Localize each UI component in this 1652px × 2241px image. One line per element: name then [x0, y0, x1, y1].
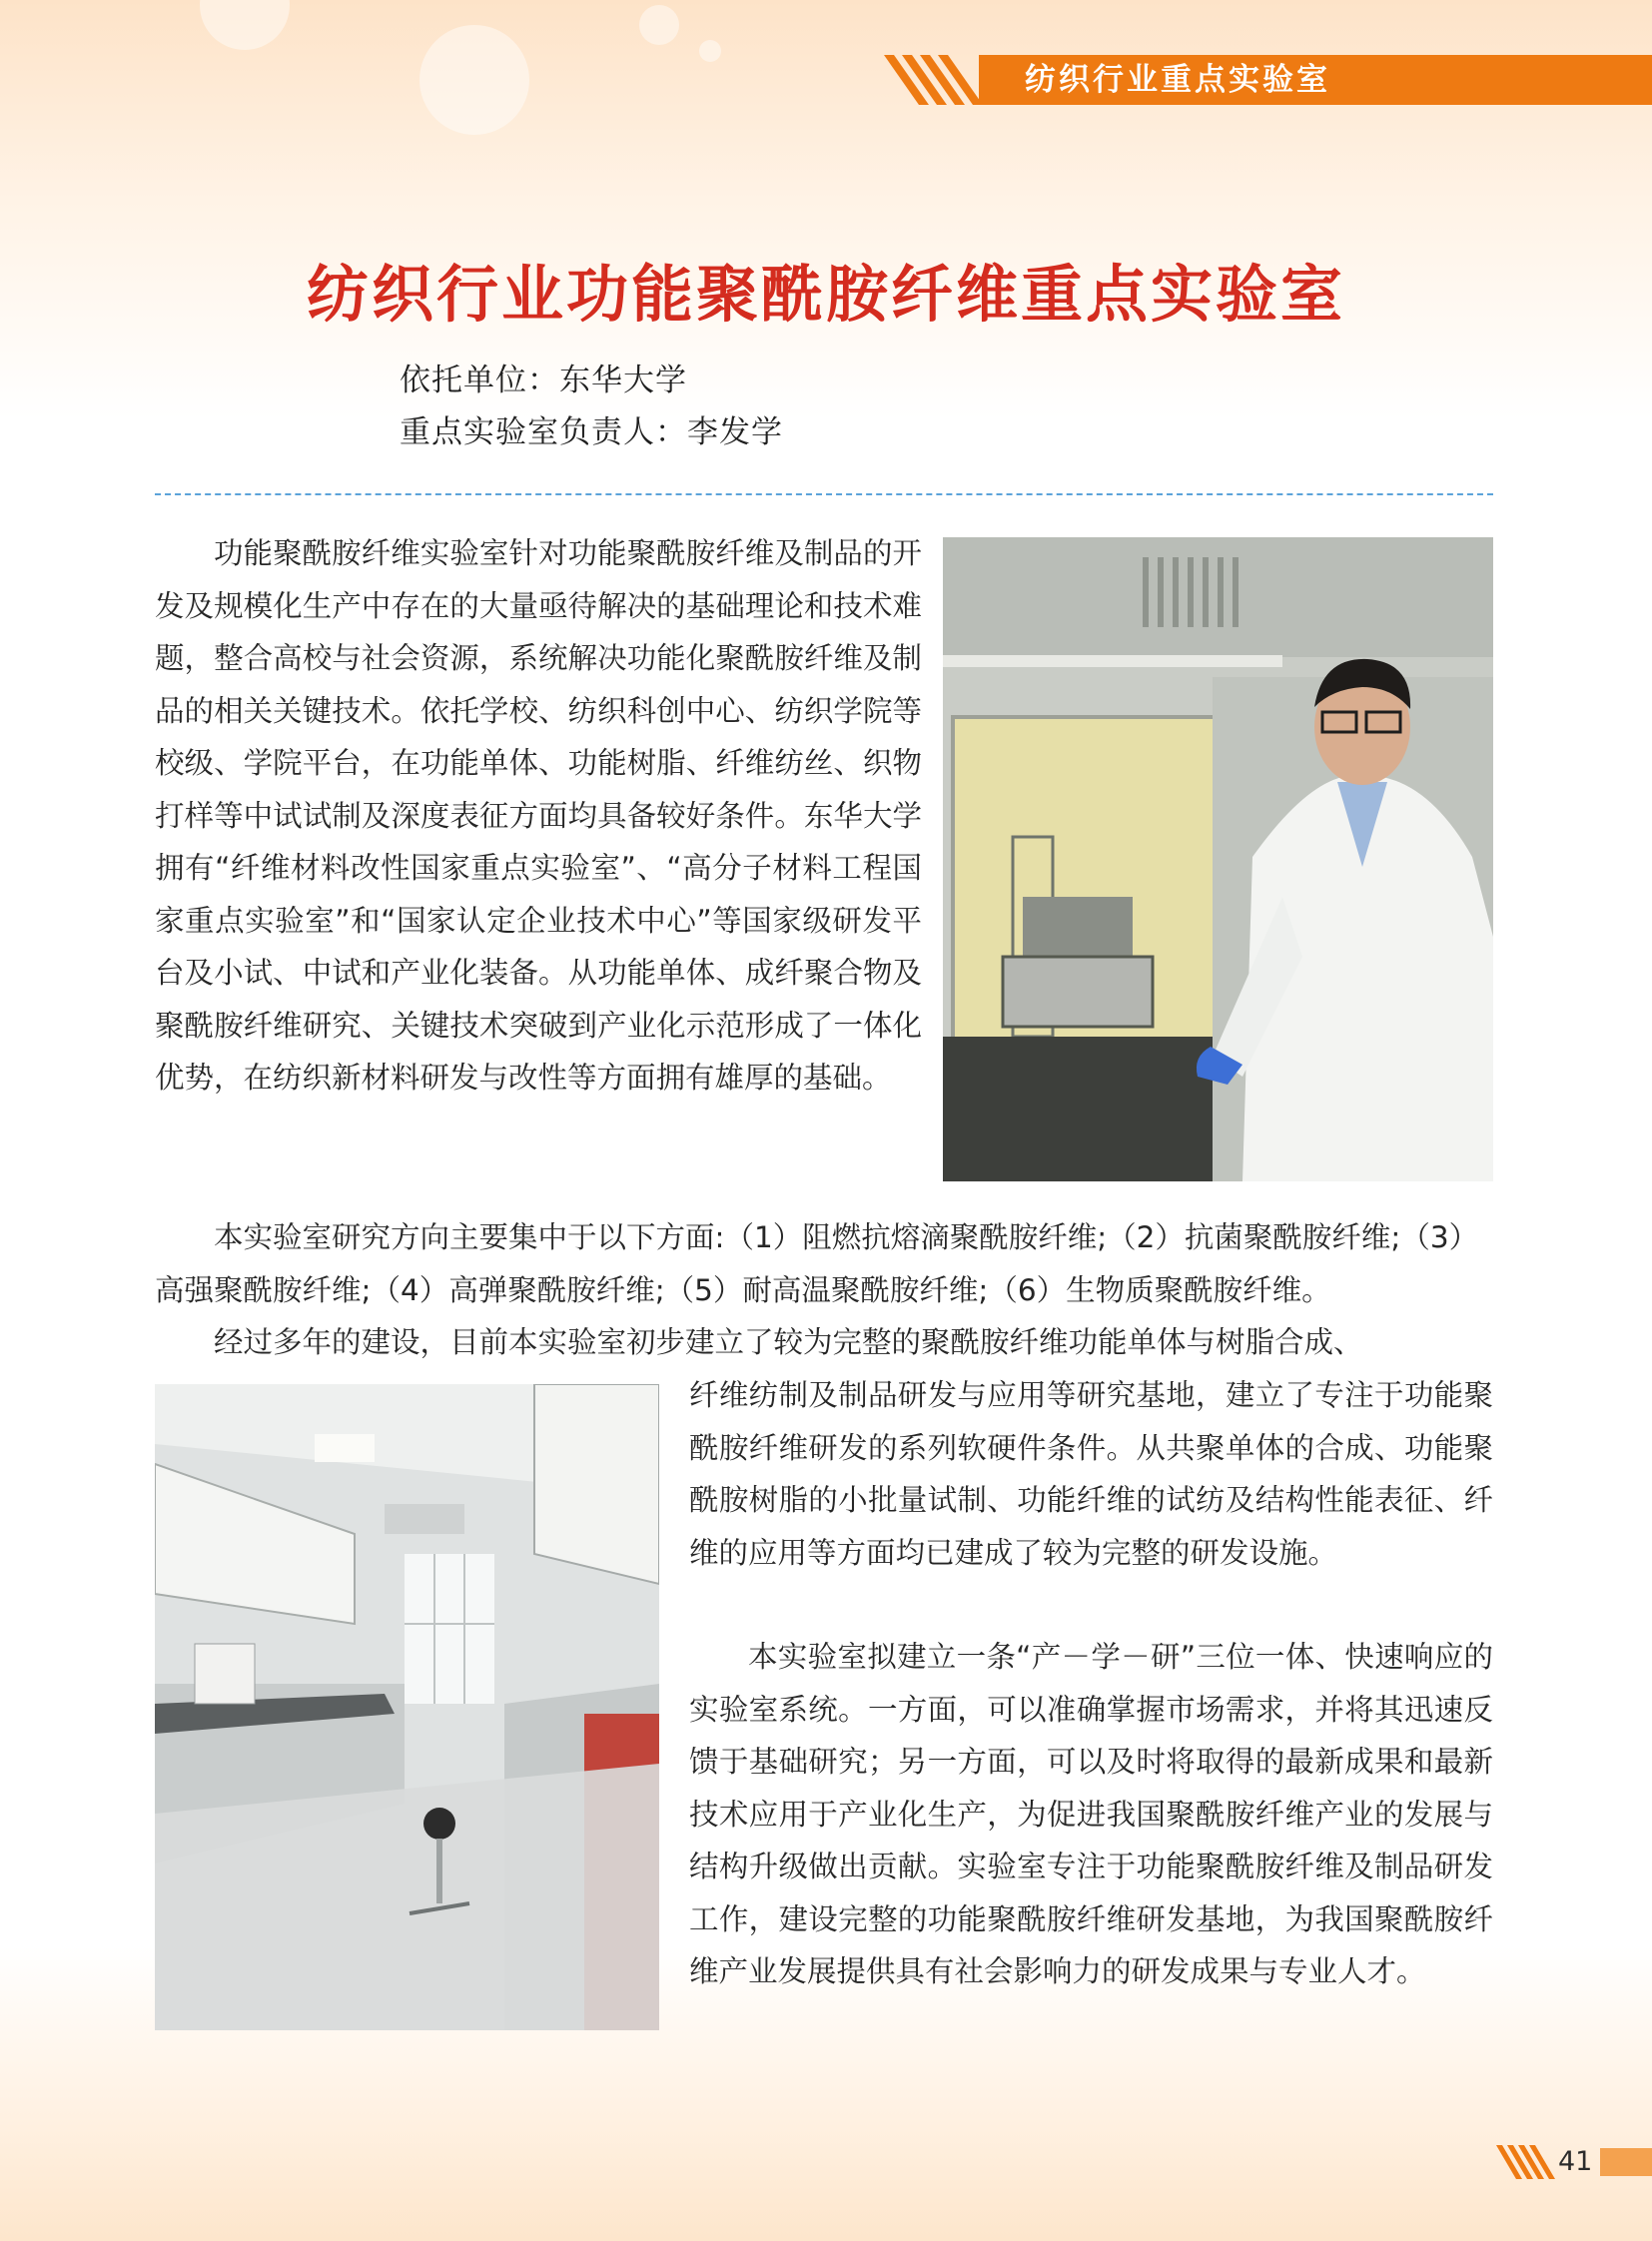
bokeh-decoration: [639, 5, 679, 45]
paragraph-text: 本实验室研究方向主要集中于以下方面:（1）阻燃抗熔滴聚酰胺纤维;（2）抗菌聚酰胺纤维;（3）高强聚酰胺纤维;（4）高弹聚酰胺纤维;（5）耐高温聚酰胺纤维;（6）生物质聚酰胺纤维。: [155, 1220, 1479, 1307]
page-title: 纺织行业功能聚酰胺纤维重点实验室: [306, 258, 1345, 331]
construction-paragraph-body: [689, 1369, 1493, 1579]
intro-paragraph: [155, 527, 922, 1105]
stripes-icon: [1496, 2145, 1556, 2179]
bokeh-decoration: [200, 0, 290, 50]
construction-paragraph-lead: [155, 1316, 1493, 1369]
paragraph-text: 经过多年的建设，目前本实验室初步建立了较为完整的聚酰胺纤维功能单体与树脂合成、: [214, 1325, 1363, 1359]
research-directions-paragraph: [155, 1211, 1493, 1316]
page-footer: [1496, 2145, 1652, 2179]
page-number-bar: [1600, 2148, 1652, 2176]
paragraph-text: 功能聚酰胺纤维实验室针对功能聚酰胺纤维及制品的开发及规模化生产中存在的大量亟待解决的基础理论和技术难题，整合高校与社会资源，系统解决功能化聚酰胺纤维及制品的相关关键技术。依托学校、纺织科创中心、纺织学院等校级、学院平台，在功能单体、功能树脂、纤维纺丝、织物打样等中试试制及深度表征方面均具备较好条件。东华大学拥有“纤维材料改性国家重点实验室”、“高分子材料工程国家重点实验室”和“国家认定企业技术中心”等国家级研发平台及小试、中试和产业化装备。从功能单体、成纤聚合物及聚酰胺纤维研究、关键技术突破到产业化示范形成了一体化优势，在纺织新材料研发与改性等方面拥有雄厚的基础。: [155, 536, 922, 1095]
dashed-divider: [155, 493, 1493, 495]
lab-director: 重点实验室负责人：李发学: [400, 414, 783, 450]
paragraph-text: 本实验室拟建立一条“产－学－研”三位一体、快速响应的实验室系统。一方面，可以准确掌握市场需求，并将其迅速反馈于基础研究；另一方面，可以及时将取得的最新成果和最新技术应用于产业化生产，为促进我国聚酰胺纤维产业的发展与结构升级做出贡献。实验室专注于功能聚酰胺纤维及制品研发工作，建设完整的功能聚酰胺纤维研发基地，为我国聚酰胺纤维产业发展提供具有社会影响力的研发成果与专业人才。: [689, 1640, 1493, 1988]
laboratory-photo: [155, 1384, 659, 2030]
host-unit: 依托单位：东华大学: [400, 363, 687, 398]
section-header-banner: [884, 55, 1652, 105]
bokeh-decoration: [699, 40, 721, 62]
section-header-label: 纺织行业重点实验室: [979, 55, 1652, 105]
researcher-photo: [943, 537, 1493, 1181]
paragraph-text: 纤维纺制及制品研发与应用等研究基地，建立了专注于功能聚酰胺纤维研发的系列软硬件条件。从共聚单体的合成、功能聚酰胺树脂的小批量试制、功能纤维的试纺及结构性能表征、纤维的应用等方面均已建成了较为完整的研发设施。: [689, 1378, 1493, 1570]
page-number: 41: [1558, 2146, 1593, 2177]
bokeh-decoration: [419, 25, 529, 135]
industry-academia-paragraph: [689, 1631, 1493, 1998]
